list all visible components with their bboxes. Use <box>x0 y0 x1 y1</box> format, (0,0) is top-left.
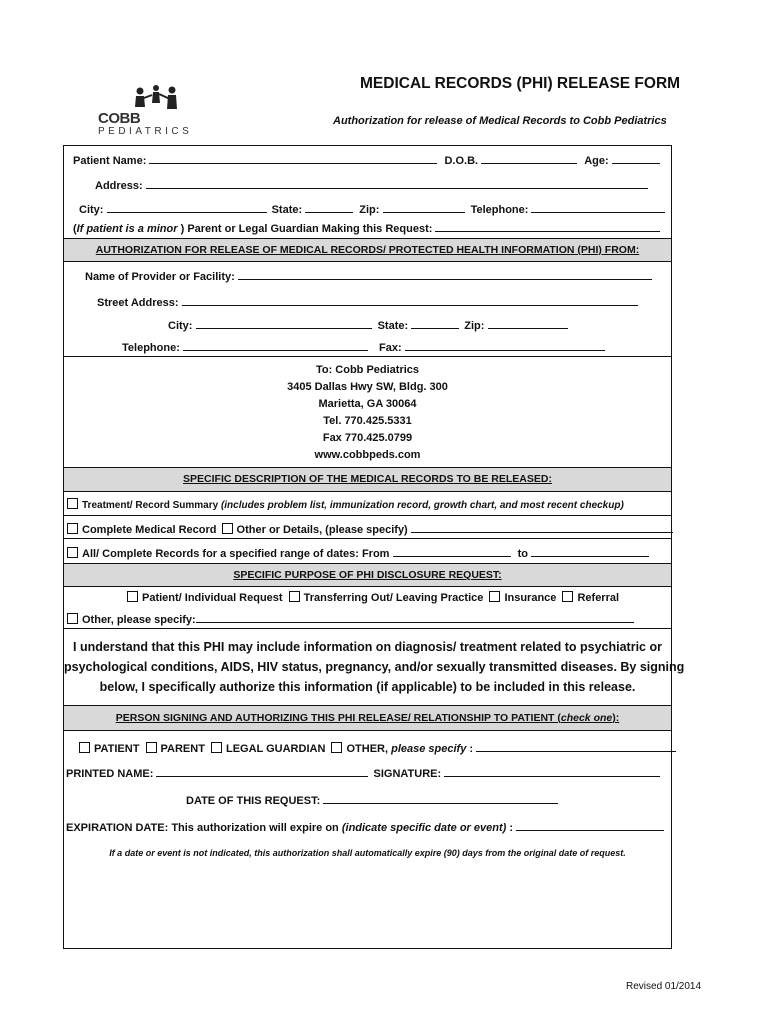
relationship-colon: : <box>469 743 474 755</box>
telephone-label: Telephone: <box>470 204 529 216</box>
address-row <box>95 177 648 192</box>
expiration-hint: (indicate specific date or event) <box>341 822 507 834</box>
request-date-row <box>186 792 558 807</box>
patient-name-label: Patient Name: <box>73 155 147 167</box>
authorization-heading <box>64 238 671 262</box>
provider-state-field[interactable] <box>411 317 459 329</box>
signer-heading <box>64 705 671 731</box>
provider-row <box>85 268 652 283</box>
referral-label: Referral <box>577 592 620 604</box>
logo <box>98 85 193 140</box>
relationship-guardian-label: LEGAL GUARDIAN <box>225 743 326 755</box>
records-heading-text: SPECIFIC DESCRIPTION OF THE MEDICAL RECORDS TO BE RELEASED: <box>183 473 552 485</box>
purpose-other-row <box>67 611 634 626</box>
minor-open-paren: ( <box>73 223 77 235</box>
transferring-label: Transferring Out/ Leaving Practice <box>303 592 484 604</box>
insurance-label: Insurance <box>504 592 557 604</box>
statement-line-3: below, I specifically authorize this information (if applicable) to be included in this release. <box>99 680 636 694</box>
page-title: MEDICAL RECORDS (PHI) RELEASE FORM <box>360 75 681 92</box>
state-field[interactable] <box>305 201 353 213</box>
signature-label: SIGNATURE: <box>373 768 442 780</box>
purpose-other-checkbox[interactable] <box>67 613 78 624</box>
patient-name-field[interactable] <box>149 152 437 164</box>
other-details-field[interactable] <box>411 521 673 533</box>
expiration-colon: : <box>509 822 514 834</box>
date-to-field[interactable] <box>531 545 649 557</box>
divider <box>64 356 671 357</box>
relationship-specify-label: please specify <box>391 743 467 755</box>
purpose-heading-text: SPECIFIC PURPOSE OF PHI DISCLOSURE REQUEST: <box>233 569 502 581</box>
statement-line-2: psychological conditions, AIDS, HIV status, pregnancy, and/or sexually transmitted diseases. By signing <box>64 660 685 674</box>
age-field[interactable] <box>612 152 660 164</box>
zip-label: Zip: <box>359 204 380 216</box>
expiration-note: If a date or event is not indicated, this authorization shall automatically expire (90) days from the original date of request. <box>109 848 626 858</box>
divider <box>64 515 671 516</box>
provider-fax-label: Fax: <box>378 342 402 354</box>
logo-text-bottom: PEDIATRICS <box>98 126 193 137</box>
provider-state-label: State: <box>377 320 409 332</box>
date-from-field[interactable] <box>393 545 511 557</box>
address-label: Address: <box>95 180 143 192</box>
city-field[interactable] <box>107 201 267 213</box>
telephone-field[interactable] <box>531 201 665 213</box>
purpose-other-field[interactable] <box>196 611 634 623</box>
provider-phone-row <box>122 339 605 354</box>
expiration-row <box>66 819 664 834</box>
recipient-fax: Fax 770.425.0799 <box>322 432 413 444</box>
street-row <box>97 294 638 309</box>
relationship-patient-checkbox[interactable] <box>79 742 90 753</box>
street-field[interactable] <box>182 294 638 306</box>
city-label: City: <box>79 204 104 216</box>
guardian-field[interactable] <box>435 220 660 232</box>
provider-zip-field[interactable] <box>488 317 568 329</box>
date-range-row <box>67 545 649 560</box>
age-label: Age: <box>584 155 609 167</box>
minor-guardian-label: ) Parent or Legal Guardian Making this Request: <box>180 223 433 235</box>
divider <box>64 628 671 629</box>
printed-name-label: PRINTED NAME: <box>66 768 154 780</box>
purpose-heading <box>64 563 671 587</box>
complete-record-label: Complete Medical Record <box>82 524 217 536</box>
recipient-web: www.cobbpeds.com <box>314 449 421 461</box>
date-to-label: to <box>517 548 528 560</box>
dob-label: D.O.B. <box>444 155 479 167</box>
treatment-row <box>67 498 624 511</box>
recipient-city: Marietta, GA 30064 <box>318 398 417 410</box>
relationship-patient-label: PATIENT <box>94 743 140 755</box>
patient-name-row <box>73 152 660 167</box>
all-records-checkbox[interactable] <box>67 547 78 558</box>
provider-city-label: City: <box>168 320 193 332</box>
signer-heading-end: ): <box>612 712 620 724</box>
patient-request-checkbox[interactable] <box>127 591 138 602</box>
provider-zip-label: Zip: <box>464 320 485 332</box>
complete-record-row <box>67 521 673 536</box>
printed-name-field[interactable] <box>156 765 368 777</box>
other-details-label: Other or Details, (please specify) <box>236 524 408 536</box>
page-subtitle: Authorization for release of Medical Records to Cobb Pediatrics <box>333 115 667 127</box>
treatment-label: Treatment/ Record Summary <box>82 500 219 511</box>
provider-city-field[interactable] <box>196 317 372 329</box>
relationship-other-checkbox[interactable] <box>331 742 342 753</box>
provider-telephone-field[interactable] <box>183 339 368 351</box>
signer-heading-italic: check one <box>560 712 613 724</box>
patient-request-label: Patient/ Individual Request <box>142 592 283 604</box>
name-signature-row <box>66 765 660 780</box>
state-label: State: <box>271 204 303 216</box>
signer-heading-main: PERSON SIGNING AND AUTHORIZING THIS PHI RELEASE/ RELATIONSHIP TO PATIENT ( <box>115 712 561 724</box>
relationship-guardian-checkbox[interactable] <box>211 742 222 753</box>
city-state-row <box>79 201 665 216</box>
authorization-heading-text: AUTHORIZATION FOR RELEASE OF MEDICAL RECORDS/ PROTECTED HEALTH INFORMATION (PHI) FROM: <box>95 244 640 256</box>
provider-field[interactable] <box>238 268 652 280</box>
dob-field[interactable] <box>481 152 577 164</box>
relationship-other-label: OTHER, <box>346 743 389 755</box>
expiration-label: EXPIRATION DATE: This authorization will expire on <box>66 822 339 834</box>
minor-guardian-row <box>73 220 660 235</box>
complete-record-checkbox[interactable] <box>67 523 78 534</box>
recipient-tel: Tel. 770.425.5331 <box>323 415 412 427</box>
provider-fax-field[interactable] <box>405 339 605 351</box>
signature-field[interactable] <box>444 765 660 777</box>
referral-checkbox[interactable] <box>562 591 573 602</box>
all-records-label: All/ Complete Records for a specified range of dates: From <box>82 548 390 560</box>
street-label: Street Address: <box>97 297 179 309</box>
request-date-label: DATE OF THIS REQUEST: <box>186 795 321 807</box>
provider-telephone-label: Telephone: <box>122 342 180 354</box>
relationship-parent-label: PARENT <box>160 743 205 755</box>
zip-field[interactable] <box>383 201 465 213</box>
minor-note: If patient is a minor <box>76 223 178 235</box>
treatment-note: (includes problem list, immunization record, growth chart, and most recent checkup) <box>220 500 624 511</box>
statement-line-1: I understand that this PHI may include information on diagnosis/ treatment related to psychiatric or <box>73 640 662 654</box>
address-field[interactable] <box>146 177 648 189</box>
request-date-field[interactable] <box>323 792 558 804</box>
revision-label: Revised 01/2014 <box>626 981 702 992</box>
recipient-street: 3405 Dallas Hwy SW, Bldg. 300 <box>287 381 448 393</box>
purpose-other-label: Other, please specify: <box>82 614 196 626</box>
insurance-checkbox[interactable] <box>489 591 500 602</box>
other-details-checkbox[interactable] <box>222 523 233 534</box>
provider-city-row <box>168 317 568 332</box>
logo-text-top: COBB <box>98 110 141 127</box>
consent-statement <box>64 637 685 697</box>
relationship-parent-checkbox[interactable] <box>146 742 157 753</box>
recipient-to: To: Cobb Pediatrics <box>315 364 420 376</box>
recipient-address <box>64 362 671 464</box>
purpose-options-row <box>127 591 619 604</box>
signer-heading-text <box>116 712 619 724</box>
records-heading <box>64 467 671 492</box>
divider <box>64 538 671 539</box>
relationship-other-field[interactable] <box>476 740 676 752</box>
transferring-checkbox[interactable] <box>289 591 300 602</box>
expiration-field[interactable] <box>516 819 664 831</box>
provider-label: Name of Provider or Facility: <box>85 271 235 283</box>
treatment-checkbox[interactable] <box>67 498 78 509</box>
relationship-row <box>79 740 676 755</box>
